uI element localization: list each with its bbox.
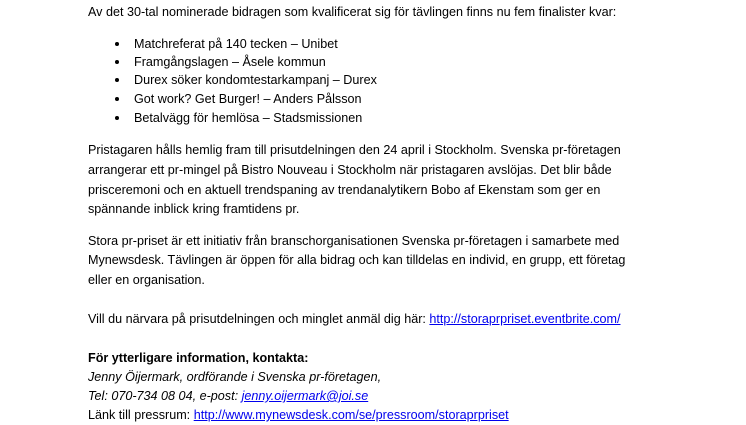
finalist-text: Framgångslagen – Åsele kommun [134,55,326,69]
finalist-text: Got work? Get Burger! – Anders Pålsson [134,92,362,106]
paragraph-line: Stora pr-priset är ett initiativ från branschorganisationen Svenska pr-företagen i samarbete med [88,234,620,248]
finalist-text: Durex söker kondomtestarkampanj – Durex [134,73,377,87]
pressroom-link[interactable]: http://www.mynewsdesk.com/se/pressroom/storaprpriset [193,408,509,422]
paragraph-line: prisceremoni och en aktuell trendspaning av trendanalytikern Bobo af Ekenstam som ger en [88,183,601,197]
bullet-icon [115,97,119,101]
rsvp-line [88,309,621,329]
bullet-icon [115,42,119,46]
contact-phone-line [88,386,368,406]
eventbrite-link[interactable]: http://storaprpriset.eventbrite.com/ [429,312,621,326]
rsvp-text: Vill du närvara på prisutdelningen och minglet anmäl dig här: [88,312,430,326]
paragraph-line: Pristagaren hålls hemlig fram till prisutdelningen den 24 april i Stockholm. Svenska pr-företagen [88,143,621,157]
finalist-text: Matchreferat på 140 tecken – Unibet [134,37,338,51]
bullet-icon [115,116,119,120]
finalist-text: Betalvägg för hemlösa – Stadsmissionen [134,111,363,125]
paragraph-line: arrangerar ett pr-mingel på Bistro Nouveau i Stockholm när pristagaren avslöjas. Det blir både [88,163,612,177]
paragraph-line: spännande inblick kring framtidens pr. [88,202,300,216]
bullet-icon [115,78,119,82]
intro-text: Av det 30-tal nominerade bidragen som kvalificerat sig för tävlingen finns nu fem finalister kvar: [88,5,617,19]
contact-name: Jenny Öijermark, ordförande i Svenska pr-företagen, [88,370,382,384]
pressroom-line [88,405,509,425]
email-link[interactable]: jenny.oijermark@joi.se [241,389,369,403]
contact-heading: För ytterligare information, kontakta: [88,351,309,365]
pressroom-label: Länk till pressrum: [88,408,194,422]
contact-phone: Tel: 070-734 08 04, e-post: [88,389,242,403]
bullet-icon [115,60,119,64]
paragraph-line: eller en organisation. [88,273,205,287]
paragraph-line: Mynewsdesk. Tävlingen är öppen för alla bidrag och kan tilldelas en individ, en grupp, ett företag [88,253,626,267]
